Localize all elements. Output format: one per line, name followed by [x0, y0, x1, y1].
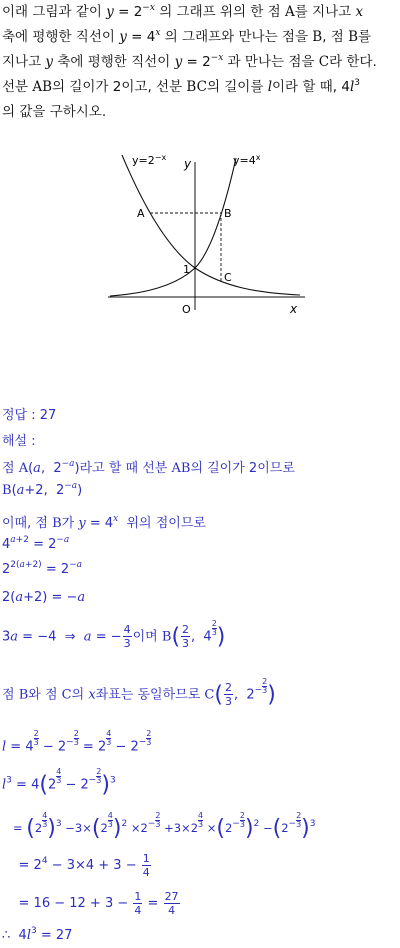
function-graph [100, 150, 310, 325]
solution-line-7: 3a = −4 ⇒ a = − $\frac{4}{3}$ 이며 B( $\frac{2}{3}$ , 4 $\frac{2}{3}$ ) [2, 619, 226, 651]
origin-o: O [182, 303, 191, 316]
solution-line-4: $4^{a+2} = 2^{-a}$ [2, 535, 70, 552]
label-2-neg-x: $y=2^{-x}$ [132, 153, 167, 167]
solution-line-14: ∴ $4l^3 = 27$ [2, 926, 73, 943]
label-4-x: $y=4^x$ [233, 153, 261, 167]
curve-2-neg-x [122, 155, 300, 295]
answer: 정답 : 27 [2, 408, 57, 423]
intercept-one: 1 [183, 263, 190, 276]
problem-line-3: 지나고 y 축에 평행한 직선이 $y = 2^{-x}$ 과 만나는 점을 C라 한다. [2, 53, 377, 70]
solution-line-9: l = 4 $\frac{2}{3}$ − 2− $\frac{2}{3}$ = 2 $\frac{4}{3}$ − 2− $\frac{2}{3}$ [2, 729, 152, 755]
solution-line-2: B(a+2, $2^{-a}$) [2, 481, 83, 498]
problem-line-1: 이래 그림과 같이 $y = 2^{-x}$ 의 그래프 위의 한 점 A를 지나고 x [2, 3, 364, 20]
solution-line-10: $l^3 = 4(2$ $\frac{4}{3}$ − 2− $\frac{2}{3}$ )$^3$ [2, 767, 116, 798]
solution-line-12: = $2^4 - 3\times 4 + 3$ − $\frac{1}{4}$ [2, 852, 150, 879]
label-y-axis: y [184, 157, 192, 171]
problem-text [2, 0, 398, 125]
point-c: C [224, 271, 232, 284]
solution-header: 해설 : [2, 434, 36, 449]
solution-line-8: 점 B와 점 C의 x좌표는 동일하므로 C( $\frac{2}{3}$ , 2− $\frac{2}{3}$ ) [2, 677, 276, 709]
label-x-axis: x [290, 302, 298, 316]
problem-line-5: 의 값을 구하시오. [2, 104, 107, 120]
curve-4-x [110, 158, 236, 296]
problem-line-4: 선분 AB의 길이가 2이고, 선분 BC의 길이를 l이라 할 때, $4l^3$ [2, 78, 360, 95]
problem-line-2: 축에 평행한 직선이 $y = 4^x$ 의 그래프와 만나는 점을 B, 점 B를 [2, 28, 372, 45]
solution-line-6: 2(a+2) = −a [2, 590, 86, 605]
point-a: A [137, 207, 145, 220]
solution-line-5: $2^{2(a+2)} = 2^{-a}$ [2, 560, 83, 577]
solution-line-13: = 16 − 12 + 3 − $\frac{1}{4}$ = $\frac{27}{4}$ [2, 890, 179, 917]
point-b: B [224, 207, 232, 220]
solution-line-3: 이때, 점 B가 $y = 4^x$ 위의 점이므로 [2, 514, 206, 531]
solution-line-1: 점 A(a, $2^{-a}$)라고 할 때 선분 AB의 길이가 2이므로 [2, 459, 295, 476]
solution-line-11: = (2 $\frac{4}{3}$ )$^3$ −3×(2 $\frac{4}{3}$ )$^2$ ×2− $\frac{2}{3}$ +3×2 $\frac{4}{3}$ ×(2− $\frac{2}{3}$ )$^2$ −(2− $\frac{2}{3}$ )$^3$ [2, 811, 316, 841]
